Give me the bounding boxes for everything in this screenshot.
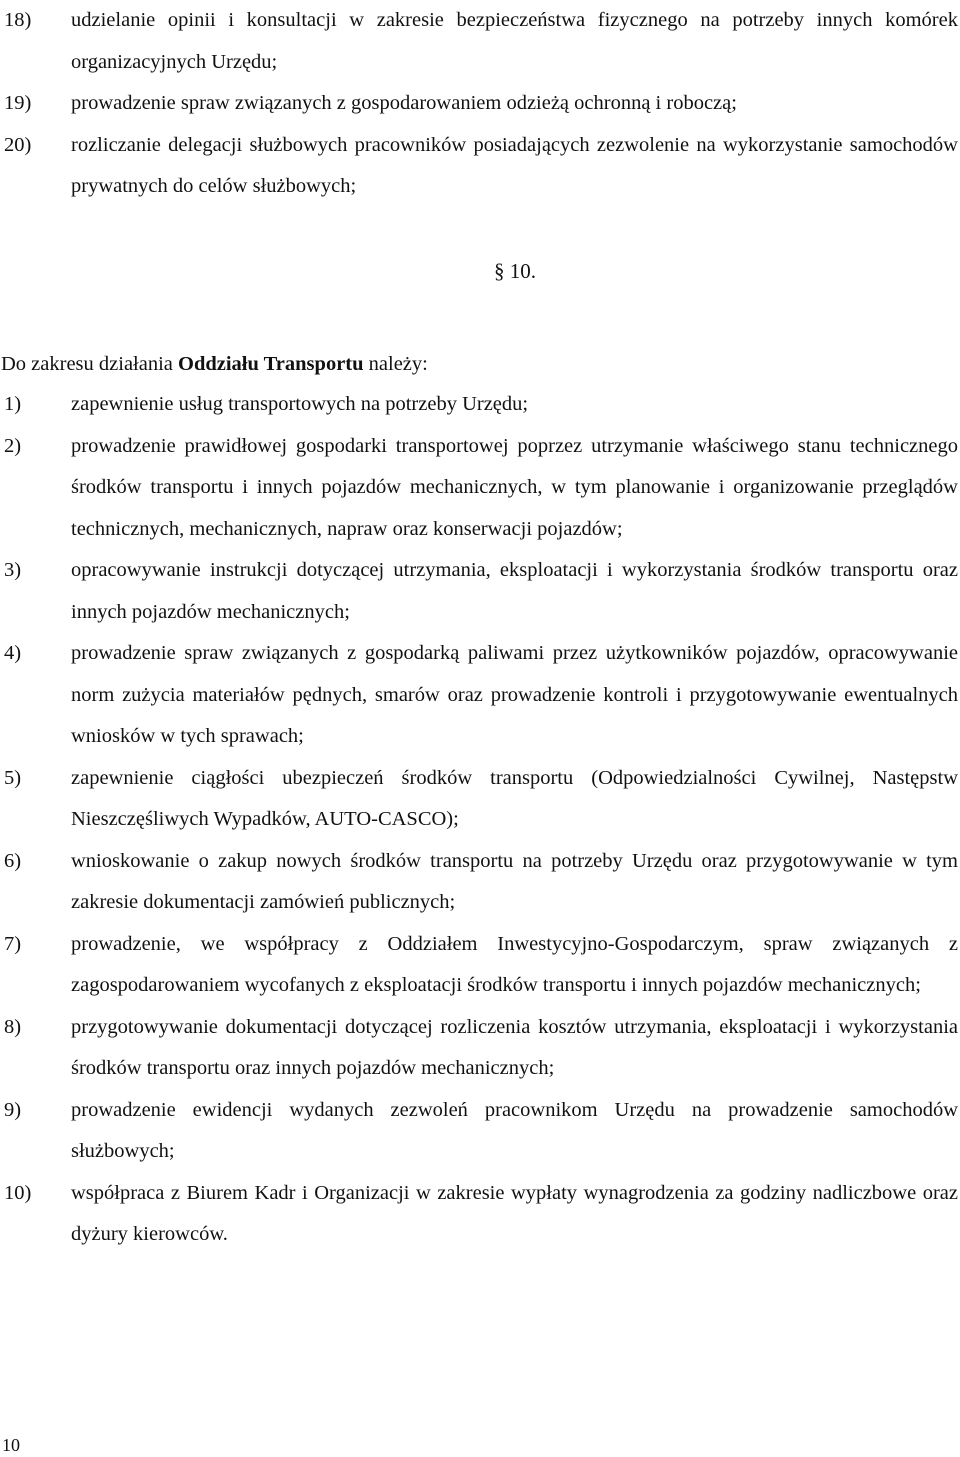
- list-item-number: 9): [4, 1098, 22, 1121]
- list-item-number: 10): [4, 1181, 32, 1204]
- page-number: 10: [2, 1435, 20, 1455]
- list-item: [0, 125, 958, 208]
- list-item: [0, 83, 958, 125]
- unit-name: Oddziału Transportu: [178, 353, 364, 375]
- list-item-number: 1): [4, 393, 22, 415]
- list-item-text: prowadzenie spraw związanych z gospodarką paliwami przez użytkowników pojazdów, opracowywanie norm zużycia materiałów pędnych, smarów oraz prowadzenie kontroli i przygotowywanie ewentualnych wniosków w tych sprawach;: [71, 642, 958, 747]
- list-item-number: 19): [4, 92, 32, 114]
- list-item-text: zapewnienie usług transportowych na potrzeby Urzędu;: [71, 393, 529, 415]
- list-item-number: 4): [4, 642, 22, 664]
- list-item-number: 20): [4, 133, 32, 156]
- list-item-number: 3): [4, 559, 22, 581]
- intro-text-after: należy:: [363, 353, 428, 375]
- list-item: [0, 1007, 958, 1090]
- list-item-text: rozliczanie delegacji służbowych pracowników posiadających zezwolenie na wykorzystanie samochodów prywatnych do celów służbowych;: [71, 133, 958, 197]
- list-item-text: zapewnienie ciągłości ubezpieczeń środków transportu (Odpowiedzialności Cywilnej, Następstw Nieszczęśliwych Wypadków, AUTO-CASCO);: [71, 766, 958, 830]
- list-item-text: prowadzenie, we współpracy z Oddziałem Inwestycyjno-Gospodarczym, spraw związanych z zagospodarowaniem wycofanych z eksploatacji środków transportu i innych pojazdów mechanicznych;: [71, 932, 958, 996]
- list-item: [0, 841, 958, 924]
- list-item-text: prowadzenie spraw związanych z gospodarowaniem odzieżą ochronną i roboczą;: [71, 92, 737, 114]
- list-item-text: prowadzenie prawidłowej gospodarki transportowej poprzez utrzymanie właściwego stanu technicznego środków transportu i innych pojazdów mechanicznych, w tym planowanie i organizowanie przeglądów technicznych, mechanicznych, napraw oraz konserwacji pojazdów;: [71, 434, 958, 540]
- list-item-number: 7): [4, 932, 22, 955]
- list-item-text: wnioskowanie o zakup nowych środków transportu na potrzeby Urzędu oraz przygotowywanie w tym zakresie dokumentacji zamówień publicznych;: [71, 849, 958, 913]
- list-item-text: opracowywanie instrukcji dotyczącej utrzymania, eksploatacji i wykorzystania środków transportu oraz innych pojazdów mechanicznych;: [71, 559, 958, 623]
- list-item: [0, 633, 958, 758]
- list-item: [0, 0, 958, 83]
- list-item-number: 18): [4, 9, 32, 31]
- list-item-text: udzielanie opinii i konsultacji w zakresie bezpieczeństwa fizycznego na potrzeby innych komórek organizacyjnych Urzędu;: [71, 9, 958, 73]
- list-item: [0, 550, 958, 633]
- list-item-number: 5): [4, 766, 22, 789]
- intro-text-before: Do zakresu działania: [1, 353, 179, 375]
- duties-list: [0, 384, 958, 1256]
- section-title: § 10.: [494, 259, 536, 283]
- list-item-text: przygotowywanie dokumentacji dotyczącej rozliczenia kosztów utrzymania, eksploatacji i wykorzystania środków transportu oraz innych pojazdów mechanicznych;: [71, 1015, 958, 1079]
- list-item: [0, 924, 958, 1007]
- list-item-text: prowadzenie ewidencji wydanych zezwoleń pracownikom Urzędu na prowadzenie samochodów służbowych;: [71, 1098, 958, 1162]
- list-item-number: 8): [4, 1015, 22, 1038]
- list-item: [0, 1090, 958, 1173]
- list-item: [0, 384, 958, 426]
- list-item-text: współpraca z Biurem Kadr i Organizacji w zakresie wypłaty wynagrodzenia za godziny nadliczbowe oraz dyżury kierowców.: [71, 1181, 958, 1245]
- continued-list: [0, 0, 958, 208]
- list-item: [0, 758, 958, 841]
- section-intro: [1, 344, 428, 386]
- list-item: [0, 1173, 958, 1256]
- list-item-number: 6): [4, 849, 22, 872]
- list-item: [0, 426, 958, 551]
- list-item-number: 2): [4, 434, 22, 457]
